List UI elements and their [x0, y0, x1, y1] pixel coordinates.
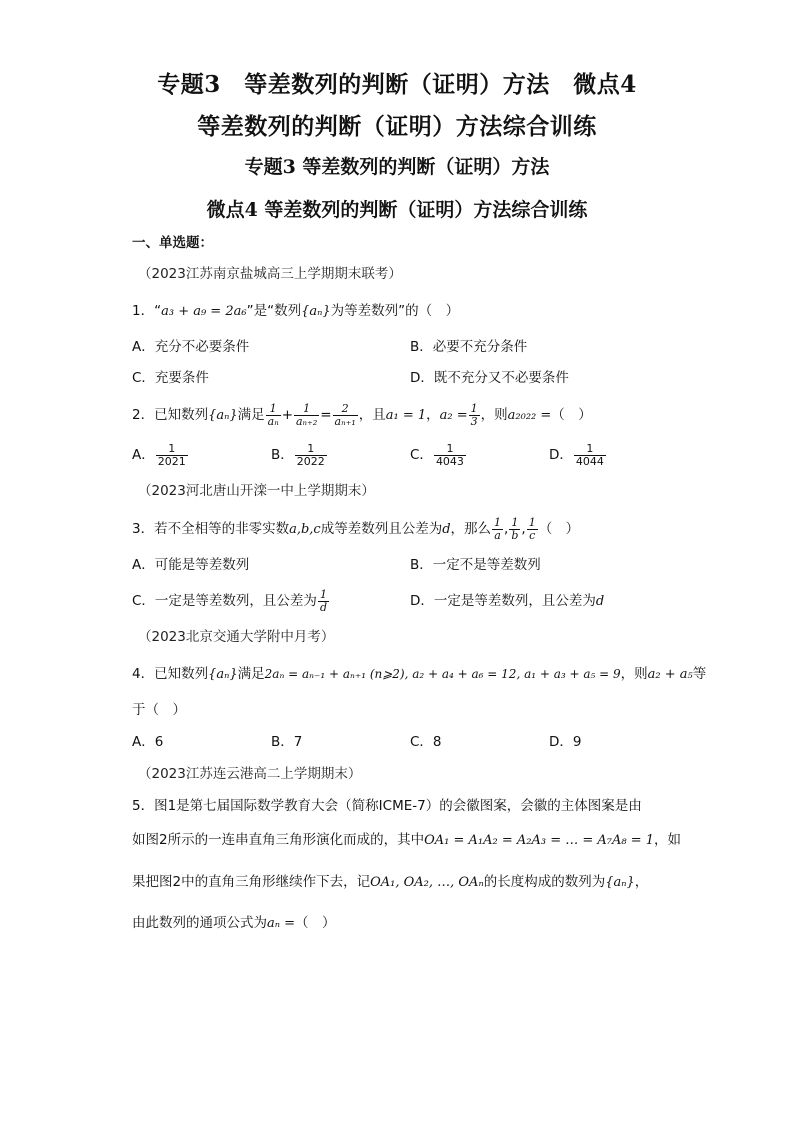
q3-frac-c: $\frac{1}{c}$	[528, 515, 536, 542]
question-5-line3	[132, 873, 648, 892]
q1-sequence: {aₙ}	[301, 304, 331, 319]
q5-l4-expression: aₙ =	[267, 916, 296, 931]
source-q2: （2023河北唐山开滦一中上学期期末）	[138, 483, 375, 499]
question-5-line4	[132, 914, 336, 933]
q2-option-d[interactable]: D． $\frac{1}{4044}$	[549, 441, 604, 468]
q2-option-a-frac: $\frac{1}{2021}$	[157, 441, 186, 468]
q5-l3a: 果把图2中的直角三角形继续作下去，记	[132, 874, 371, 890]
q1-option-a[interactable]: A．充分不必要条件	[132, 339, 250, 355]
q4-ask: a₂ + a₅	[647, 667, 693, 682]
q3-option-c[interactable]: C．一定是等差数列，且公差为 $\frac{1}{d}$	[132, 587, 327, 614]
main-title: 专题3 等差数列的判断（证明）方法 微点4	[157, 71, 637, 98]
q1-option-b[interactable]: B．必要不充分条件	[410, 339, 528, 355]
q5-l2a: 如图2所示的一连串直角三角形演化而成的，其中	[132, 832, 425, 848]
q2-number: 2．已知数列	[132, 407, 209, 423]
q3-option-b[interactable]: B．一定不是等差数列	[410, 557, 541, 573]
q2-frac-3: $\frac{2}{\text{aₙ₊₁}}$	[334, 401, 356, 428]
q2-tail: （ ）	[551, 407, 592, 423]
q4-text1: 4．已知数列	[132, 666, 209, 682]
section-heading: 一、单选题：	[132, 235, 213, 251]
question-5-line1: 5．图1是第七届国际数学教育大会（简称ICME-7）的会徽图案，会徽的主体图案是由	[132, 798, 642, 814]
q1-tail: 为等差数列”的（ ）	[330, 303, 460, 319]
q2-option-b[interactable]: B． $\frac{1}{2022}$	[271, 441, 325, 468]
source-q1: （2023江苏南京盐城高三上学期期末联考）	[138, 266, 402, 282]
q4-text2: 满足	[237, 666, 265, 682]
q3-text3: ，那么	[450, 521, 492, 537]
q4-option-b[interactable]: B．7	[271, 734, 303, 750]
q2-and: ，且	[358, 407, 386, 423]
q3-d: d	[442, 522, 451, 537]
q3-option-d-var: d	[595, 594, 605, 609]
question-4	[132, 665, 706, 684]
q3-option-a[interactable]: A．可能是等差数列	[132, 557, 250, 573]
q3-text2: 成等差数列且公差为	[320, 521, 443, 537]
q1-option-c[interactable]: C．充要条件	[132, 370, 209, 386]
q3-text1: 3．若不全相等的非零实数	[132, 521, 290, 537]
q5-l3c: ，	[634, 874, 649, 890]
q2-comma: ，	[426, 407, 440, 423]
q4-text4: 等	[692, 666, 707, 682]
question-5-line2	[132, 831, 681, 850]
q2-frac-1: $\frac{1}{\text{aₙ}}$	[267, 401, 279, 428]
q5-l2b: ，如	[654, 832, 682, 848]
question-4-line2: 于（ ）	[132, 702, 186, 718]
q4-option-c[interactable]: C．8	[410, 734, 442, 750]
q3-option-d[interactable]: D．一定是等差数列，且公差为d	[410, 593, 605, 609]
q2-option-d-frac: $\frac{1}{4044}$	[575, 441, 604, 468]
topic-title: 专题3 等差数列的判断（证明）方法	[244, 156, 550, 178]
q3-tail: （ ）	[538, 521, 580, 537]
q2-cond: 满足	[237, 407, 265, 423]
q3-frac-b: $\frac{1}{b}$	[511, 515, 519, 542]
q5-l2-expression: OA₁ = A₁A₂ = A₂A₃ = … = A₇A₈ = 1	[424, 833, 655, 848]
point-title: 微点4 等差数列的判断（证明）方法综合训练	[206, 199, 588, 221]
q2-option-c[interactable]: C． $\frac{1}{4043}$	[410, 441, 464, 468]
q2-frac-2: $\frac{1}{\text{aₙ₊₂}}$	[296, 401, 318, 428]
q2-then: ，则	[480, 407, 508, 423]
question-1	[132, 302, 459, 321]
q2-a1: a₁ = 1	[385, 408, 427, 423]
q5-l3-sequence: {aₙ}	[605, 875, 635, 890]
q1-quote: “	[154, 303, 162, 319]
q2-option-b-frac: $\frac{1}{2022}$	[296, 441, 325, 468]
q1-number: 1．	[132, 303, 155, 319]
main-subtitle: 等差数列的判断（证明）方法综合训练	[197, 113, 597, 140]
q3-vars: a,b,c	[289, 522, 321, 537]
q3-option-c-frac: $\frac{1}{d}$	[319, 587, 327, 614]
q4-text3: ，则	[620, 666, 648, 682]
source-q3: （2023北京交通大学附中月考）	[138, 629, 335, 645]
q5-l4b: （ ）	[295, 915, 336, 931]
q2-eq: =	[320, 407, 332, 423]
source-q4: （2023江苏连云港高二上学期期末）	[138, 766, 362, 782]
q2-option-c-frac: $\frac{1}{4043}$	[435, 441, 464, 468]
q1-mid: ”是“数列	[246, 303, 302, 319]
q4-sequence: {aₙ}	[208, 667, 238, 682]
q2-sequence: {aₙ}	[208, 408, 238, 423]
q3-frac-a: $\frac{1}{a}$	[494, 515, 502, 542]
q2-a2: a₂ =	[439, 408, 468, 423]
q4-option-a[interactable]: A．6	[132, 734, 164, 750]
q5-l4a: 由此数列的通项公式为	[132, 915, 267, 931]
question-3: 3．若不全相等的非零实数a,b,c成等差数列且公差为d，那么 $\frac{1}{a}$ , $\frac{1}{b}$ , $\frac{1}{c}$ （ ）	[132, 515, 580, 542]
q1-expression: a₃ + a₉ = 2a₆	[161, 304, 247, 319]
q2-plus: +	[281, 407, 293, 423]
q5-l3b: 的长度构成的数列为	[483, 874, 606, 890]
q4-option-d[interactable]: D．9	[549, 734, 582, 750]
q2-option-a[interactable]: A． $\frac{1}{2021}$	[132, 441, 186, 468]
question-2	[132, 398, 592, 433]
q1-option-d[interactable]: D．既不充分又不必要条件	[410, 370, 569, 386]
q5-l3-expression: OA₁, OA₂, …, OAₙ	[370, 875, 484, 890]
q2-ask: a₂₀₂₂ =	[507, 408, 552, 423]
q4-expression: 2aₙ = aₙ₋₁ + aₙ₊₁ (n⩾2), a₂ + a₄ + a₆ = 12, a₁ + a₃ + a₅ = 9	[264, 667, 621, 681]
q2-frac-a2: $\frac{1}{3}$	[470, 401, 478, 428]
